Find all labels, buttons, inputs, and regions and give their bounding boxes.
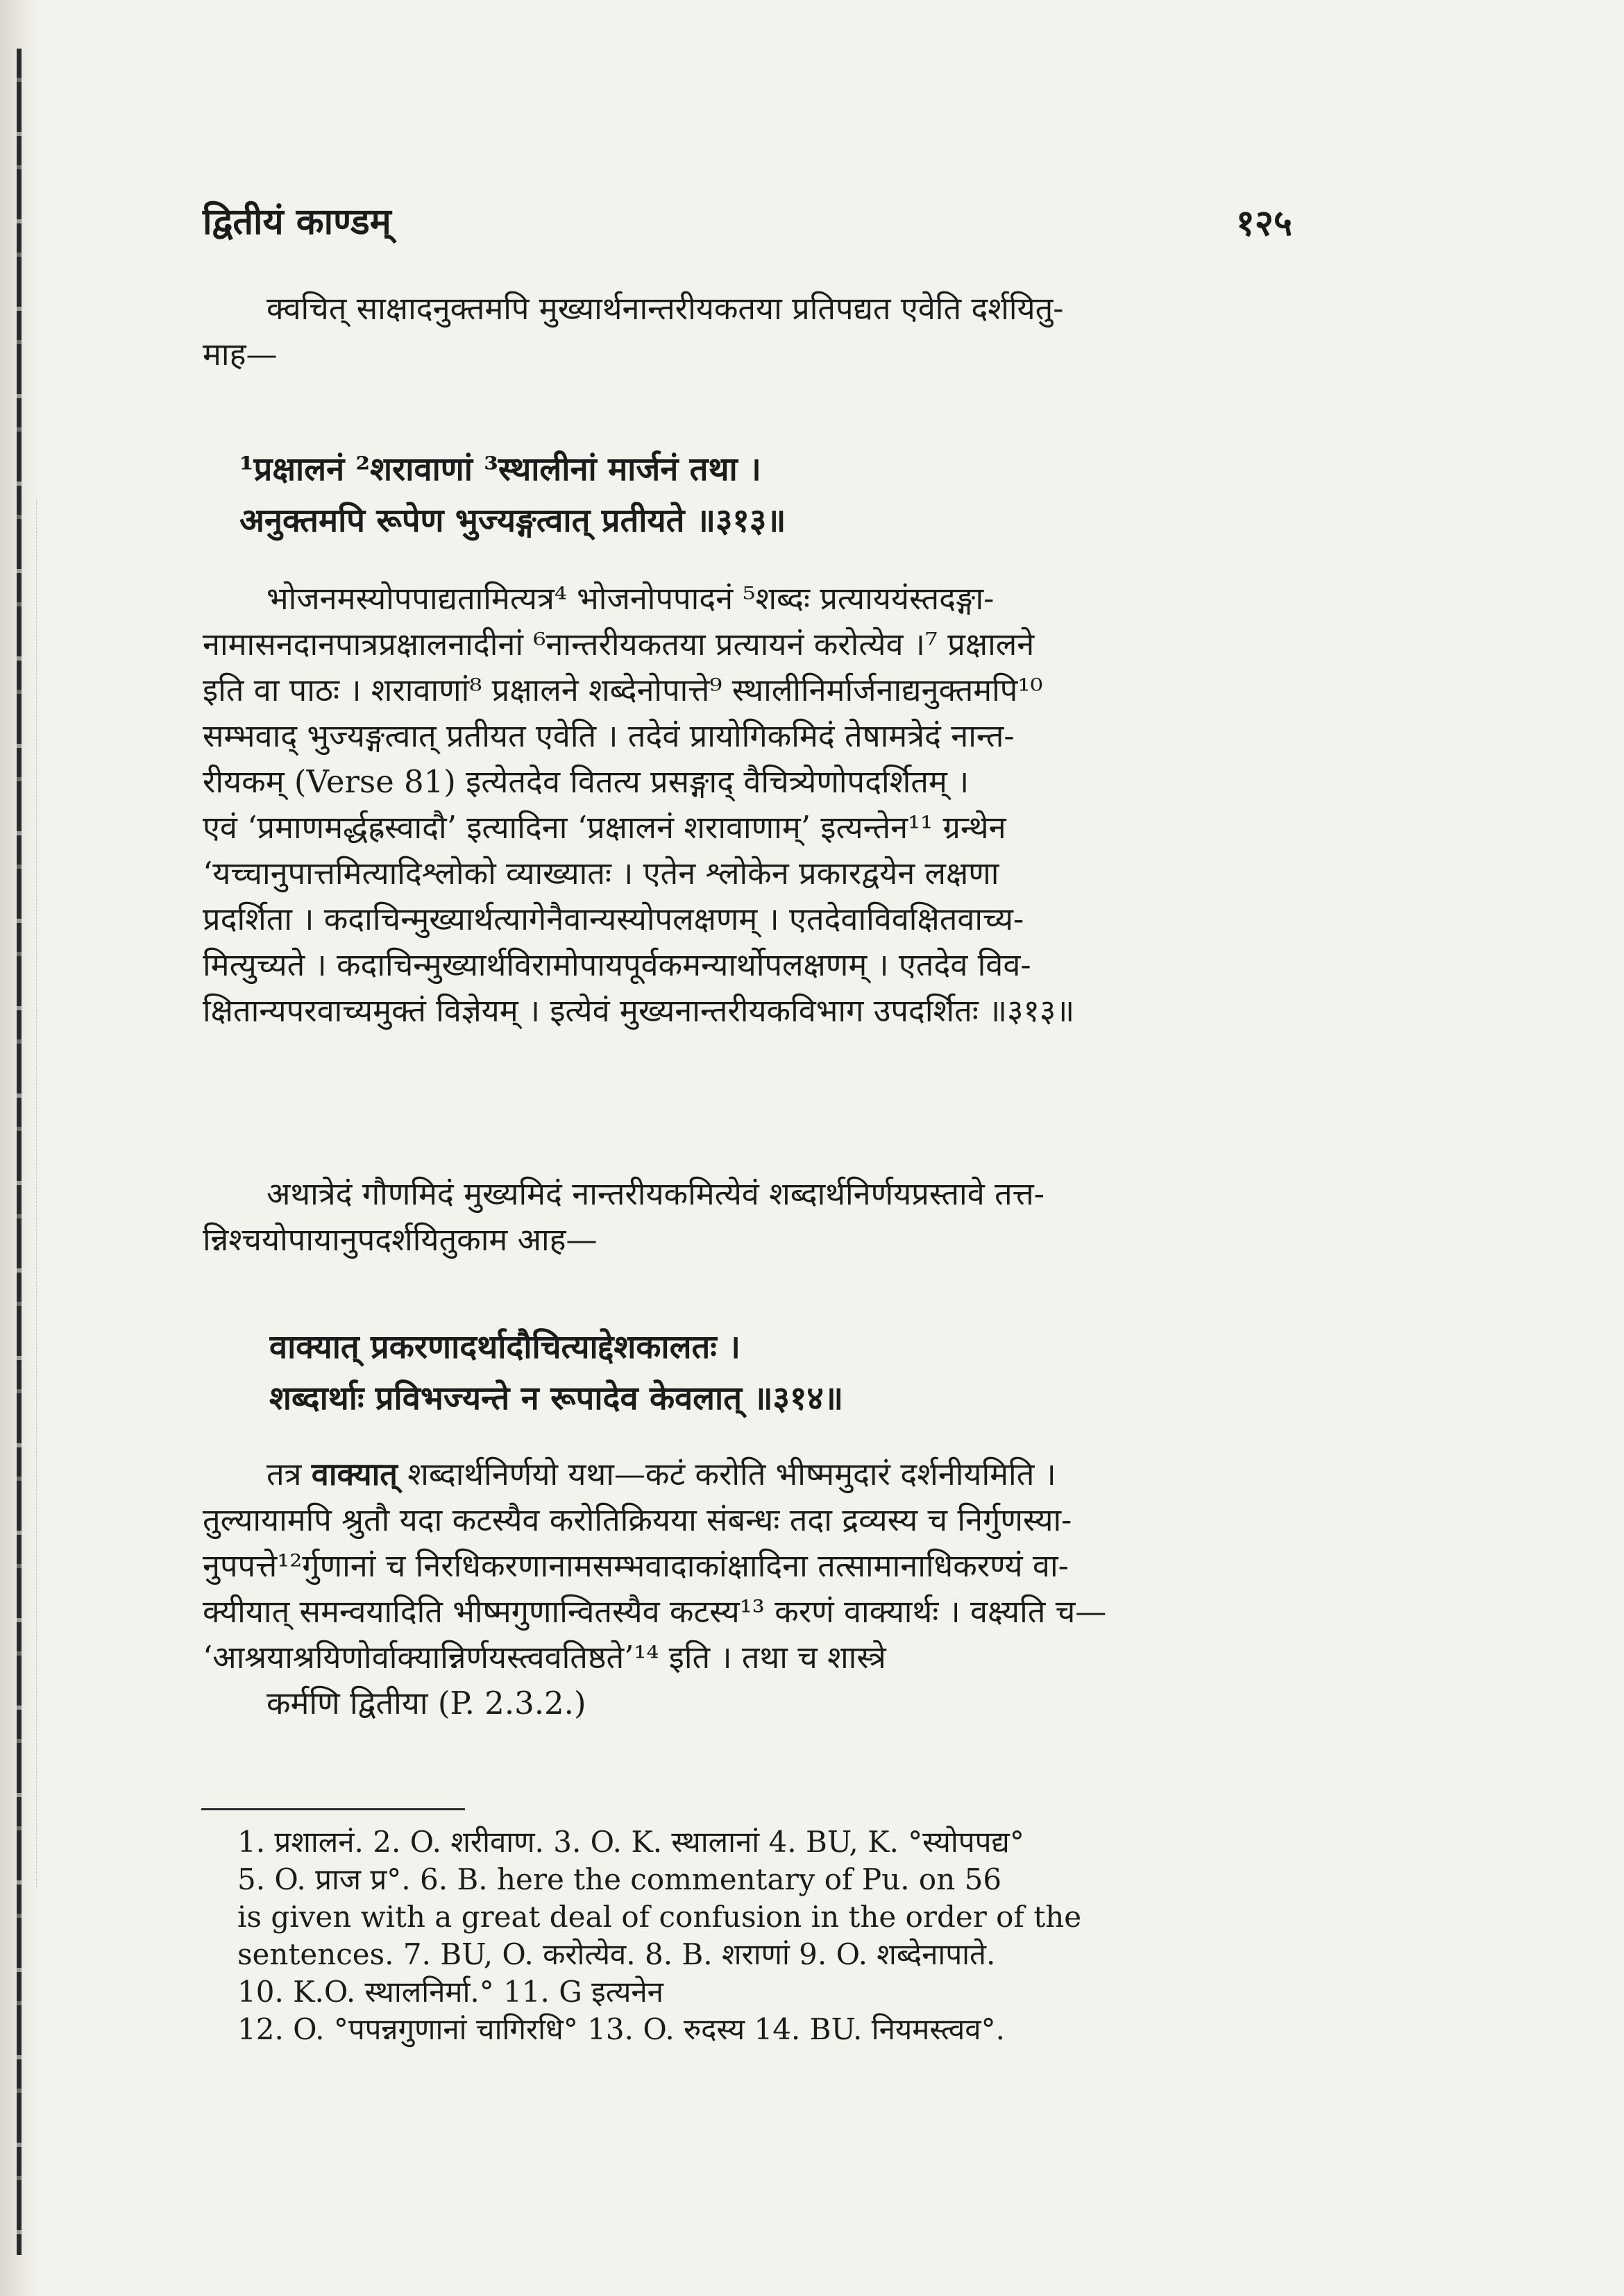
text-line xyxy=(203,1452,1292,1497)
text-line: कर्मणि द्वितीया (P. 2.3.2.) xyxy=(267,1685,586,1721)
text-line: रीयकम् (Verse 81) इत्येतदेव वितत्य प्रसङ्गाद् वैचित्र्येणोपदर्शितम् । xyxy=(203,763,970,800)
binding-edge xyxy=(17,49,22,2255)
text-line: नामासनदानपात्रप्रक्षालनादीनां ⁶नान्तरीयकतया प्रत्यायनं करोत्येव ।⁷ प्रक्षालने xyxy=(203,626,1035,663)
footnote-line: is given with a great deal of confusion in the order of the xyxy=(237,1900,1082,1934)
verse-314 xyxy=(269,1322,1359,1425)
text-span: तत्र xyxy=(267,1456,312,1493)
verse-line: अनुक्तमपि रूपेण भुज्यङ्गत्वात् प्रतीयते ॥३१३॥ xyxy=(239,502,786,540)
footnotes xyxy=(237,1823,1271,2048)
text-line: ‘आश्रयाश्रयिणोर्वाक्यान्निर्णयस्त्ववतिष्ठते’¹⁴ इति । तथा च शास्त्रे xyxy=(203,1639,886,1676)
running-title: द्वितीयं काण्डम् xyxy=(203,201,391,243)
footnote-line: 12. O. °पपन्नगुणानां चागिरधि° 13. O. रुदस्य 14. BU. नियमस्त्वव°. xyxy=(237,2012,1005,2046)
text-span: शब्दार्थनिर्णयो यथा—कटं करोति भीष्ममुदारं दर्शनीयमिति । xyxy=(397,1456,1056,1493)
text-line: ‘यच्चानुपात्तमित्यादिश्लोको व्याख्यातः । एतेन श्लोकेन प्रकारद्वयेन लक्षणा xyxy=(203,855,999,892)
text-line: सम्भवाद् भुज्यङ्गत्वात् प्रतीयत एवेति । तदेवं प्रायोगिकमिदं तेषामत्रेदं नान्त- xyxy=(203,717,1015,754)
text-line: प्रदर्शिता । कदाचिन्मुख्यार्थत्यागेनैवान्यस्योपलक्षणम् । एतदेवाविवक्षितवाच्य- xyxy=(203,901,1024,937)
text-line: नुपपत्ते¹²र्गुणानां च निरधिकरणानामसम्भवादाकांक्षादिना तत्सामानाधिकरण्यं वा- xyxy=(203,1547,1069,1584)
footnote-line: 1. प्रशालनं. 2. O. शरीवाण. 3. O. K. स्थालानां 4. BU, K. °स्योपपद्य° xyxy=(237,1825,1024,1859)
text-line: माह— xyxy=(203,336,278,373)
keyword-vakyat: वाक्यात् xyxy=(311,1456,398,1493)
text-line: न्निश्चयोपायानुपदर्शयितुकाम आह— xyxy=(203,1221,598,1258)
page-number: १२५ xyxy=(1235,202,1292,244)
commentary-313 xyxy=(203,576,1292,1034)
footnote-line: 10. K.O. स्थालनिर्मा.° 11. G इत्यनेन xyxy=(237,1975,663,2009)
page-header xyxy=(203,196,1292,251)
verse-line: वाक्यात् प्रकरणादर्थादौचित्याद्देशकालतः । xyxy=(269,1328,741,1366)
text-line: तुल्यायामपि श्रुतौ यदा कटस्यैव करोतिक्रियया संबन्धः तदा द्रव्यस्य च निर्गुणस्या- xyxy=(203,1502,1072,1538)
footnote-line: sentences. 7. BU, O. करोत्येव. 8. B. शराणां 9. O. शब्देनापाते. xyxy=(237,1937,996,1971)
text-line: भोजनमस्योपपाद्यतामित्यत्र⁴ भोजनोपपादनं ⁵शब्दः प्रत्याययंस्तदङ्गा- xyxy=(267,580,995,617)
verse-313 xyxy=(239,444,1329,547)
verse-line: ¹प्रक्षालनं ²शरावाणां ³स्थालीनां मार्जनं तथा । xyxy=(239,450,761,488)
footnote-divider xyxy=(201,1808,465,1810)
text-line: क्वचित् साक्षादनुक्तमपि मुख्यार्थनान्तरीयकतया प्रतिपद्यत एवेति दर्शयितु- xyxy=(267,290,1064,327)
commentary-314 xyxy=(203,1452,1292,1726)
text-line: मित्युच्यते । कदाचिन्मुख्यार्थविरामोपायपूर्वकमन्यार्थोपलक्षणम् । एतदेव विव- xyxy=(203,946,1031,983)
margin-marks xyxy=(36,500,65,1887)
text-line: क्यीयात् समन्वयादिति भीष्मगुणान्वितस्यैव कटस्य¹³ करणं वाक्यार्थः । वक्ष्यति च— xyxy=(203,1593,1107,1630)
intro-paragraph-2 xyxy=(203,1171,1292,1263)
verse-line: शब्दार्थाः प्रविभज्यन्ते न रूपादेव केवलात् ॥३१४॥ xyxy=(269,1379,843,1418)
text-line: एवं ‘प्रमाणमर्द्धह्रस्वादौ’ इत्यादिना ‘प्रक्षालनं शरावाणाम्’ इत्यन्तेन¹¹ ग्रन्थेन xyxy=(203,809,1006,846)
text-line: अथात्रेदं गौणमिदं मुख्यमिदं नान्तरीयकमित्येवं शब्दार्थनिर्णयप्रस्तावे तत्त- xyxy=(267,1175,1044,1212)
intro-paragraph-1 xyxy=(203,286,1292,377)
text-line: क्षितान्यपरवाच्यमुक्तं विज्ञेयम् । इत्येवं मुख्यनान्तरीयकविभाग उपदर्शितः ॥३१३॥ xyxy=(203,992,1075,1029)
footnote-line: 5. O. प्राज प्र°. 6. B. here the commentary of Pu. on 56 xyxy=(237,1862,1002,1896)
text-line: इति वा पाठः । शरावाणां⁸ प्रक्षालने शब्देनोपात्ते⁹ स्थालीनिर्मार्जनाद्यनुक्तमपि¹⁰ xyxy=(203,672,1043,708)
